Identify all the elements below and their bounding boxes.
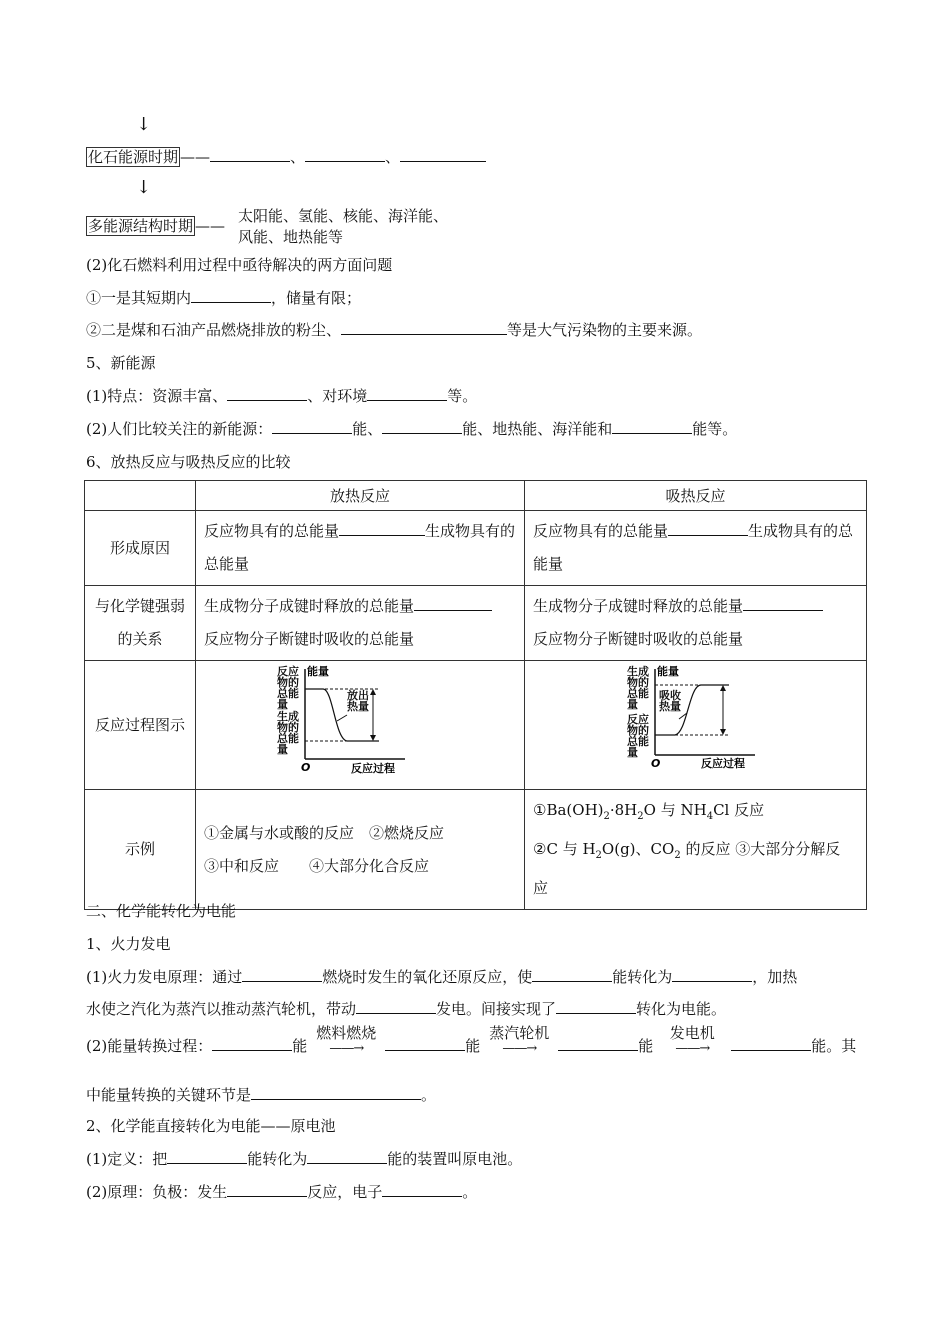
- multi-era-line: 多能源结构时期 ——: [88, 217, 226, 235]
- blank[interactable]: [672, 967, 752, 982]
- multi-era-list-1: 太阳能、氢能、核能、海洋能、: [238, 207, 449, 225]
- endo-arrowhead-bottom: [720, 729, 726, 735]
- blank[interactable]: [272, 419, 352, 434]
- multi-era-list-2: 风能、地热能等: [238, 228, 344, 246]
- exo-release: 放出热量: [347, 689, 369, 713]
- comparison-table: [84, 480, 867, 910]
- energy-chain-key: 中能量转换的关键环节是 。: [86, 1086, 437, 1104]
- blank[interactable]: [367, 386, 447, 401]
- fossil-problem-1: ①一是其短期内 ，储量有限；: [86, 289, 362, 307]
- blank[interactable]: [191, 288, 271, 303]
- blank[interactable]: [731, 1036, 811, 1051]
- blank[interactable]: [382, 419, 462, 434]
- blank[interactable]: [556, 999, 636, 1014]
- blank[interactable]: [385, 1036, 465, 1051]
- cell-exo-examples: ①金属与水或酸的反应 ②燃烧反应 ③中和反应 ④大部分化合反应: [196, 790, 525, 910]
- exo-xlabel: 反应过程: [351, 762, 395, 775]
- exo-pointer: [337, 715, 347, 721]
- blank[interactable]: [167, 1149, 247, 1164]
- section2-title: 二、化学能转化为电能: [86, 902, 237, 920]
- cell-exo-diagram: [196, 661, 525, 790]
- blank[interactable]: [242, 967, 322, 982]
- thermal-principle-1: (1)火力发电原理：通过 燃烧时发生的氧化还原反应，使 能转化为 ，加热: [86, 968, 798, 986]
- fossil-era-line: 化石能源时期 —— 、 、: [86, 146, 486, 167]
- new-energy-features: (1)特点：资源丰富、 、对环境 等。: [86, 387, 478, 405]
- exo-axis-energy: 能量: [307, 665, 329, 678]
- endo-ylabel-top: 生成物的总能量: [626, 665, 649, 711]
- cell-exo-cause: 反应物具有的总能量 生成物具有的总能量: [196, 511, 525, 586]
- endo-absorb: 吸收热量: [658, 689, 681, 713]
- row-header-cause: 形成原因: [85, 511, 196, 586]
- blank[interactable]: [305, 147, 385, 162]
- exo-ylabel-bottom: 生成物的总能量: [277, 710, 299, 756]
- cell-endo-diagram: [525, 661, 867, 790]
- down-arrow-1: ↓: [136, 114, 152, 135]
- down-arrow-2: ↓: [136, 177, 152, 198]
- blank[interactable]: [227, 1182, 307, 1197]
- row-header-examples: 示例: [85, 790, 196, 910]
- blank[interactable]: [382, 1182, 462, 1197]
- arrow-steam-turbine: 蒸汽轮机 ——→: [489, 1024, 550, 1056]
- blank[interactable]: [341, 320, 507, 335]
- blank[interactable]: [339, 521, 425, 536]
- table-corner: [85, 481, 196, 511]
- blank[interactable]: [558, 1036, 638, 1051]
- blank[interactable]: [210, 147, 290, 162]
- blank[interactable]: [743, 596, 823, 611]
- exo-ylabel-top: 反应物的总能量: [277, 665, 299, 711]
- battery-principle: (2)原理：负极：发生 反应，电子 。: [86, 1183, 478, 1201]
- cell-endo-examples: $①Ba(OH)_2\cdot 8H_2O$ 与 $NH_4Cl$ 反应 ②C 与 $H_2O(g)$、$CO_2$ 的反应 ③大部分分解反 应: [525, 790, 867, 910]
- blank[interactable]: [251, 1085, 421, 1100]
- blank[interactable]: [532, 967, 612, 982]
- blank[interactable]: [400, 147, 486, 162]
- blank[interactable]: [414, 596, 492, 611]
- endo-arrowhead-top: [720, 685, 726, 691]
- multi-era-box: 多能源结构时期: [88, 217, 194, 235]
- endo-xlabel: 反应过程: [700, 757, 745, 770]
- section2-sub1: 1、火力发电: [86, 935, 171, 953]
- new-energy-heading: 5、新能源: [86, 354, 156, 372]
- thermal-principle-2: 水使之汽化为蒸汽以推动蒸汽轮机，带动 发电。间接实现了 转化为电能。: [86, 1000, 727, 1018]
- blank[interactable]: [356, 999, 436, 1014]
- col-header-endo: 吸热反应: [525, 481, 867, 511]
- new-energy-types: (2)人们比较关注的新能源： 能、 能、地热能、海洋能和 能等。: [86, 420, 738, 438]
- exo-arrowhead-top: [370, 689, 376, 695]
- exo-energy-diagram: [275, 663, 445, 775]
- row-header-diagram: 反应过程图示: [85, 661, 196, 790]
- blank[interactable]: [668, 521, 748, 536]
- blank[interactable]: [612, 419, 692, 434]
- exo-arrowhead-bottom: [370, 735, 376, 741]
- blank[interactable]: [307, 1149, 387, 1164]
- fossil-problems-heading: (2)化石燃料利用过程中亟待解决的两方面问题: [86, 256, 393, 274]
- exo-origin: O: [301, 761, 311, 774]
- fossil-problem-2: ②二是煤和石油产品燃烧排放的粉尘、 等是大气污染物的主要来源。: [86, 321, 703, 339]
- endo-axis-energy: 能量: [656, 665, 679, 678]
- comparison-heading: 6、放热反应与吸热反应的比较: [86, 453, 291, 471]
- cell-endo-cause: 反应物具有的总能量 生成物具有的总能量: [525, 511, 867, 586]
- battery-definition: (1)定义：把 能转化为 能的装置叫原电池。: [86, 1150, 523, 1168]
- cell-endo-bond: 生成物分子成键时释放的总能量 反应物分子断键时吸收的总能量: [525, 586, 867, 661]
- endo-energy-diagram: [611, 663, 781, 775]
- blank[interactable]: [227, 386, 307, 401]
- endo-ylabel-bottom: 反应物的总能量: [626, 713, 649, 759]
- endo-origin: O: [650, 757, 660, 770]
- arrow-generator: 发电机 ——→: [669, 1024, 715, 1056]
- row-header-bond: 与化学键强弱的关系: [85, 586, 196, 661]
- col-header-exo: 放热反应: [196, 481, 525, 511]
- arrow-fuel-combustion: 燃料燃烧 ——→: [316, 1024, 377, 1056]
- fossil-era-box: 化石能源时期: [88, 148, 179, 166]
- blank[interactable]: [212, 1036, 292, 1051]
- energy-chain-line: (2)能量转换过程： 能 燃料燃烧 ——→ 能 蒸汽轮机 ——→ 能 发电机 ——→ 能。其: [86, 1024, 857, 1056]
- cell-exo-bond: 生成物分子成键时释放的总能量 反应物分子断键时吸收的总能量: [196, 586, 525, 661]
- section2-sub2: 2、化学能直接转化为电能——原电池: [86, 1117, 336, 1135]
